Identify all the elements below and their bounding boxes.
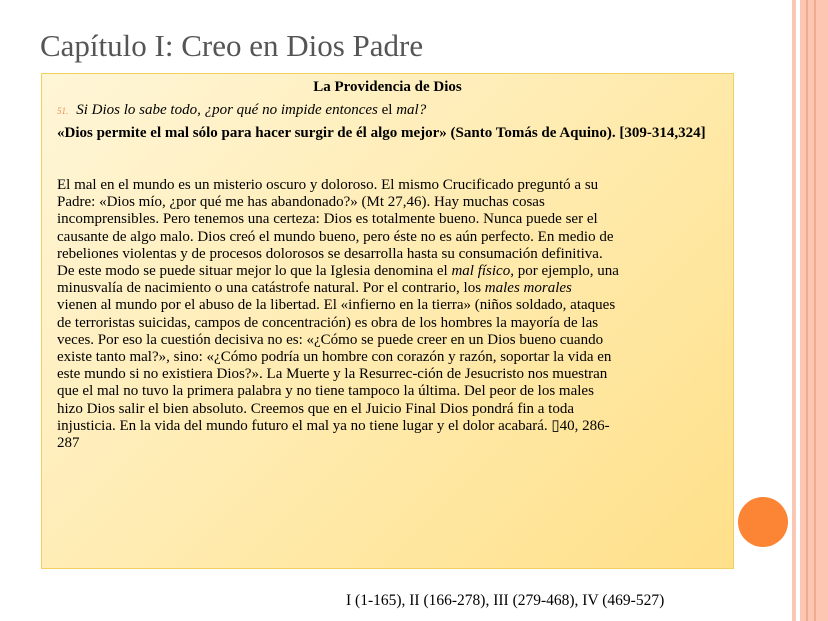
question-end: mal? [396,102,427,118]
text-segment: existe tanto mal?», sino: «¿Cómo podría un hombre con corazón y razón, soportar la vida en [57,349,612,366]
text-segment: injusticia. En la vida del mundo futuro el mal ya no tiene lugar y el dolor acabará. ▯40, 286- [57,417,610,434]
text-segment: El mal en el mundo es un misterio oscuro y doloroso. El mismo Crucificado preguntó a su [57,177,599,193]
text-segment: causante de algo malo. Dios creó el mundo bueno, pero éste no es aún perfecto. En medio de [57,228,614,245]
text-segment: hizo Dios salir el bien absoluto. Creemos que en el Juicio Final Dios pondrá fin a toda [57,400,574,417]
decorative-line [814,0,816,621]
question [57,102,426,119]
section-heading: La Providencia de Dios [313,79,462,95]
body-line [57,349,619,366]
text-segment: incomprensibles. Pero tenemos una certeza: Dios es totalmente bueno. Nunca puede ser el [57,211,598,228]
body-line [57,229,619,246]
text-segment: este mundo si no existiera Dios?». La Muerte y la Resurrec-ción de Jesucristo nos muestran [57,366,608,383]
question-number: 51. [57,106,69,116]
body-line [57,211,619,228]
decorative-stripe [792,0,796,621]
slide-title: Capítulo I: Creo en Dios Padre [40,28,424,63]
body-text [57,177,619,452]
body-line [57,383,619,400]
body-line [57,401,619,418]
body-line [57,332,619,349]
decorative-circle [738,497,788,547]
body-line [57,315,619,332]
question-italic: Si Dios lo sabe todo, ¿por qué no impide entonces [76,102,378,118]
body-line [57,297,619,314]
decorative-line [806,0,808,621]
body-line [57,418,619,435]
text-segment: rebeliones violentas y de procesos dolorosos se desarrolla hasta su consumación definitiva. [57,245,603,262]
text-segment: vienen al mundo por el abuso de la libertad. El «infierno en la tierra» (niños soldado, ataques [57,297,616,314]
body-line [57,194,619,211]
text-segment: por ejemplo, una [513,263,619,280]
text-segment: Padre: «Dios mío, ¿por qué me has abandonado?» (Mt 27,46). Hay muchas cosas [57,194,545,211]
body-line [57,280,619,297]
text-segment: 287 [57,435,80,452]
italic-term: males morales [484,280,572,297]
text-segment: veces. Por eso la cuestión decisiva no es: «¿Cómo se puede creer en un Dios bueno cuando [57,331,604,348]
answer: «Dios permite el mal sólo para hacer surgir de él algo mejor» (Santo Tomás de Aquino). [309-314,324] [57,125,706,141]
italic-term: mal físico, [451,263,514,280]
text-segment: que el mal no tuvo la primera palabra y no tiene tampoco la última. Del peor de los males [57,383,594,400]
question-plain: el [377,102,397,118]
text-segment: De este modo se puede situar mejor lo que la Iglesia denomina el [57,263,452,280]
body-line [57,366,619,383]
body-line [57,263,619,280]
text-segment: de terroristas suicidas, campos de concentración) es obra de los hombres la mayoría de las [57,314,599,331]
footer-ranges: I (1-165), II (166-278), III (279-468), IV (469-527) [346,592,665,609]
content-box [41,73,734,569]
text-segment: minusvalía de nacimiento o una catástrofe natural. Por el contrario, los [57,280,485,297]
body-line [57,177,619,194]
body-line [57,246,619,263]
body-line [57,435,619,452]
